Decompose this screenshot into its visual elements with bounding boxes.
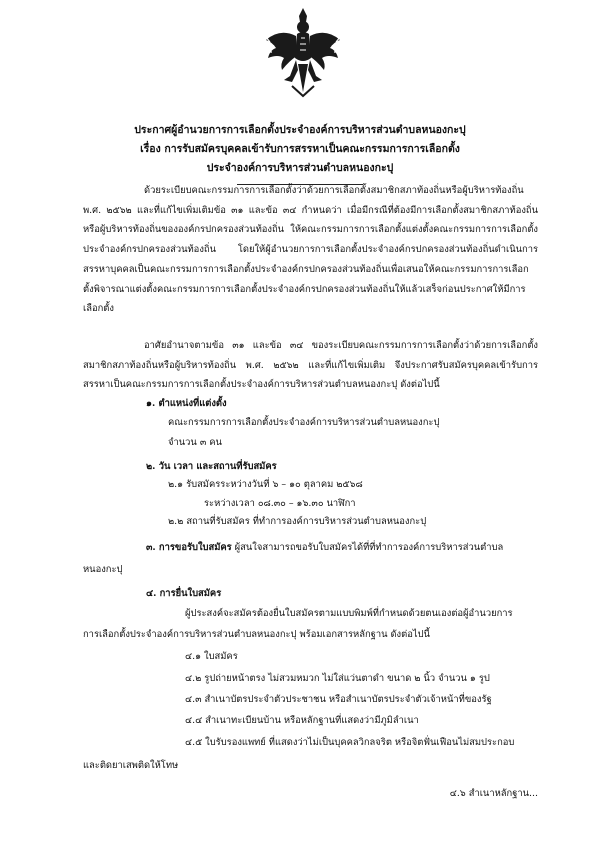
section-1-line-2: จำนวน ๓ คน [168, 437, 222, 448]
next-page-note: ๔.๖ สำเนาหลักฐาน... [449, 788, 538, 799]
section-4-item-4: ๔.๔ สำเนาทะเบียนบ้าน หรือหลักฐานที่แสดงว่ามีภูมิลำเนา [185, 715, 419, 726]
section-4-intro-2: การเลือกตั้งประจำองค์การบริหารส่วนตำบลหนองกะปุ พร้อมเอกสารหลักฐาน ดังต่อไปนี้ [83, 629, 430, 640]
section-4-item-5: ๔.๕ ใบรับรองแพทย์ ที่แสดงว่าไม่เป็นบุคคลวิกลจริต หรือจิตฟั่นเฟือนไม่สมประกอบ [185, 737, 515, 748]
title-line-3: ประจำองค์การบริหารส่วนตำบลหนองกะปุ [206, 162, 394, 174]
section-4-heading: ๔. การยื่นใบสมัคร [146, 588, 222, 599]
section-2-line-3: ๒.๒ สถานที่รับสมัคร ที่ทำการองค์การบริหารส่วนตำบลหนองกะปุ [168, 516, 427, 527]
paragraph-2: อาศัยอำนาจตามข้อ ๓๑ และข้อ ๓๔ ของระเบียบคณะกรรมการการเลือกตั้งว่าด้วยการเลือกตั้งสมาชิกสภาท้องถิ่นหรือผู้บริหารท้องถิ่น พ.ศ. ๒๕๖๒ และที่แก้ไขเพิ่มเติม จึงประกาศรับสมัครบุคคลเข้ารับการสรรหาเป็นคณะกรรมการการเลือกตั้งประจำองค์การบริหารส่วนตำบลหนองกะปุ ดังต่อไปนี้ [83, 340, 538, 391]
section-1-line-1: คณะกรรมการการเลือกตั้งประจำองค์การบริหารส่วนตำบลหนองกะปุ [168, 417, 440, 428]
section-4-item-2: ๔.๒ รูปถ่ายหน้าตรง ไม่สวมหมวก ไม่ใส่แว่นตาดำ ขนาด ๒ นิ้ว จำนวน ๑ รูป [185, 673, 490, 684]
section-3-text: ผู้สนใจสามารถขอรับใบสมัครได้ที่ที่ทำการองค์การบริหารส่วนตำบล [234, 542, 504, 553]
section-2-line-1: ๒.๑ รับสมัครระหว่างวันที่ ๖ – ๑๐ ตุลาคม ๒๕๖๘ [168, 479, 363, 490]
section-3-line [146, 541, 503, 555]
announcement-title [0, 121, 600, 185]
paragraph-1-block [83, 181, 538, 319]
section-2-heading: ๒. วัน เวลา และสถานที่รับสมัคร [146, 461, 277, 472]
section-4-continuation: และติดยาเสพติดให้โทษ [83, 760, 179, 771]
section-4-intro-1: ผู้ประสงค์จะสมัครต้องยื่นใบสมัครตามแบบพิมพ์ที่กำหนดด้วยตนเองต่อผู้อำนวยการ [185, 608, 513, 619]
section-3-heading: ๓. การขอรับใบสมัคร [146, 542, 232, 553]
section-3-continuation: หนองกะปุ [83, 564, 123, 575]
section-4-item-3: ๔.๓ สำเนาบัตรประจำตัวประชาชน หรือสำเนาบัตรประจำตัวเจ้าหน้าที่ของรัฐ [185, 694, 492, 705]
garuda-emblem-icon [262, 6, 344, 98]
paragraph-1: ด้วยระเบียบคณะกรรมการการเลือกตั้งว่าด้วยการเลือกตั้งสมาชิกสภาท้องถิ่นหรือผู้บริหารท้องถิ่น พ.ศ. ๒๕๖๒ และที่แก้ไขเพิ่มเติมข้อ ๓๑ และข้อ ๓๔ กำหนดว่า เมื่อมีกรณีที่ต้องมีการเลือกตั้งสมาชิกสภาท้องถิ่นหรือผู้บริหารท้องถิ่นขององค์กรปกครองส่วนท้องถิ่น ให้คณะกรรมการการเลือกตั้งแต่งตั้งคณะกรรมการการเลือกตั้งประจำองค์กรปกครองส่วนท้องถิ่น โดยให้ผู้อำนวยการการเลือกตั้งประจำองค์กรปกครองส่วนท้องถิ่นดำเนินการสรรหาบุคคลเป็นคณะกรรมการการเลือกตั้งประจำองค์กรปกครองส่วนท้องถิ่นเพื่อเสนอให้คณะกรรมการการเลือกตั้งพิจารณาแต่งตั้งคณะกรรมการการเลือกตั้งประจำองค์กรปกครองส่วนท้องถิ่นให้แล้วเสร็จก่อนประกาศให้มีการเลือกตั้ง [83, 185, 538, 315]
title-line-1: ประกาศผู้อำนวยการการเลือกตั้งประจำองค์การบริหารส่วนตำบลหนองกะปุ [134, 124, 466, 136]
section-2-line-2: ระหว่างเวลา ๐๘.๓๐ – ๑๖.๓๐ นาฬิกา [204, 498, 356, 509]
title-line-2: เรื่อง การรับสมัครบุคคลเข้ารับการสรรหาเป็นคณะกรรมการการเลือกตั้ง [140, 143, 460, 155]
paragraph-2-block [83, 336, 538, 395]
section-1-heading: ๑. ตำแหน่งที่แต่งตั้ง [146, 398, 227, 409]
section-4-item-1: ๔.๑ ใบสมัคร [185, 651, 238, 662]
